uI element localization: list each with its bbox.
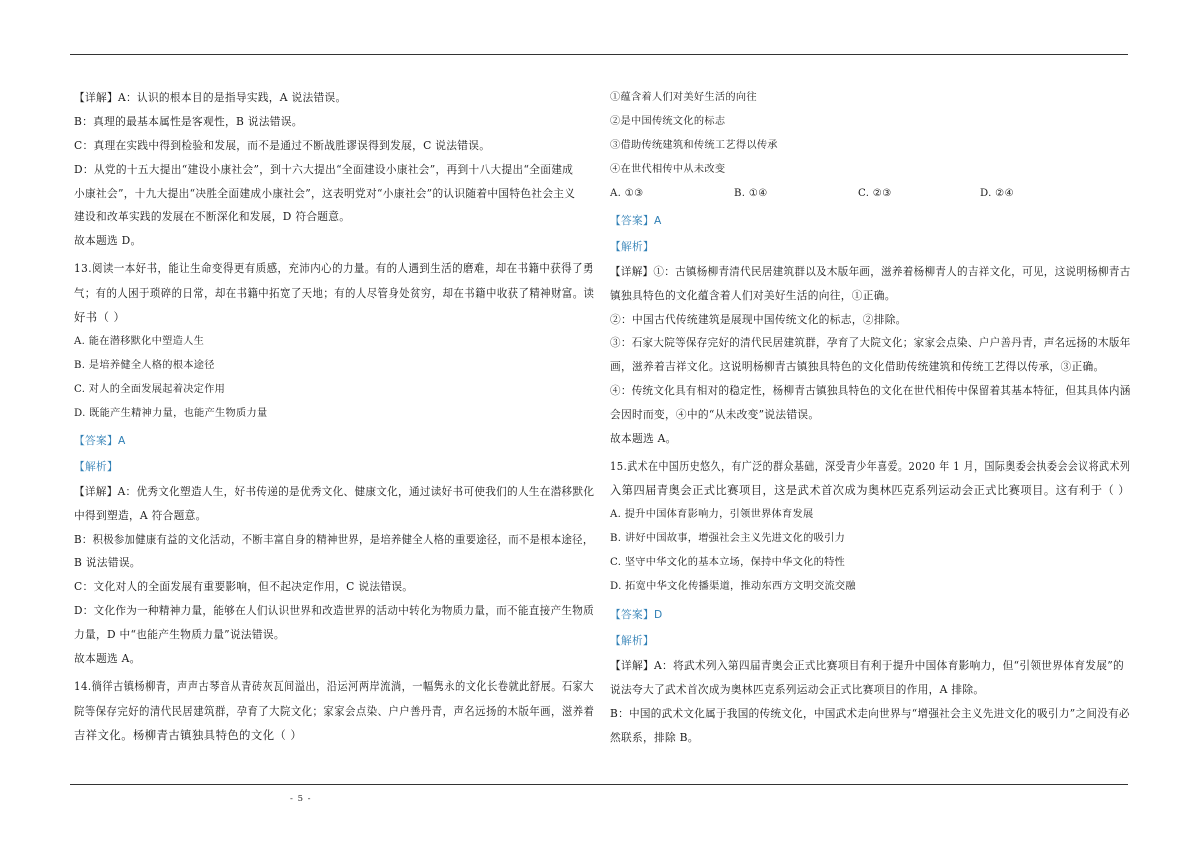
q14-option-a: A. ①③ [610,188,644,199]
q13-stem: 气；有的人困于琐碎的日常，却在书籍中拓宽了天地；有的人尽管身处贫穷，却在书籍中收获了精神财富。读 [74,287,595,300]
q14-stem: 14.徜徉古镇杨柳青，声声古琴音从青砖灰瓦间溢出，沿运河两岸流淌，一幅隽永的文化长卷就此舒展。石家大 [74,680,594,693]
q12-detail-line: B：真理的最基本属性是客观性，B 说法错误。 [74,115,303,128]
header-rule [70,54,1128,55]
page-number: - 5 - [290,794,312,804]
q14-detail-line: 镇独具特色的文化蕴含着人们对美好生活的向往，①正确。 [610,289,896,302]
q14-option-c: C. ②③ [858,188,892,199]
q15-option-a: A. 提升中国体育影响力，引领世界体育发展 [610,509,814,520]
q13-option-c: C. 对人的全面发展起着决定作用 [74,384,226,395]
footer-rule [70,784,1128,785]
q14-statement-1: ①蕴含着人们对美好生活的向往 [610,92,757,103]
q13-option-a: A. 能在潜移默化中塑造人生 [74,336,205,347]
q13-detail-line: C：文化对人的全面发展有重要影响，但不起决定作用，C 说法错误。 [74,580,414,593]
q14-option-b: B. ①④ [734,188,768,199]
q15-analysis-tag: 【解析】 [610,634,654,647]
q14-conclusion: 故本题选 A。 [610,432,677,445]
q15-detail-line: 说法夸大了武术首次成为奥林匹克系列运动会正式比赛项目的作用，A 排除。 [610,683,985,696]
q13-conclusion: 故本题选 A。 [74,652,141,665]
q13-answer-tag: 【答案】A [74,434,126,447]
q15-detail-line: B：中国的武术文化属于我国的传统文化，中国武术走向世界与“增强社会主义先进文化的吸引力”之间没有必 [610,707,1130,720]
q13-detail-line: B：积极参加健康有益的文化活动，不断丰富自身的精神世界，是培养健全人格的重要途径，而不是根本途径， [74,533,594,546]
q15-option-c: C. 坚守中华文化的基本立场，保持中华文化的特性 [610,557,846,568]
q15-stem: 入第四届青奥会正式比赛项目，这是武术首次成为奥林匹克系列运动会正式比赛项目。这有利于（ ） [610,484,1131,497]
q14-option-d: D. ②④ [980,188,1015,199]
q14-detail-line: ③：石家大院等保存完好的清代民居建筑群，孕育了大院文化；家家会点染、户户善丹青，声名远扬的木版年 [610,336,1131,349]
q14-answer-tag: 【答案】A [610,214,662,227]
q15-stem: 15.武术在中国历史悠久，有广泛的群众基础，深受青少年喜爱。2020 年 1 月，国际奥委会执委会会议将武术列 [610,460,1131,473]
q13-option-d: D. 既能产生精神力量，也能产生物质力量 [74,408,268,419]
q13-detail-line: 中得到塑造，A 符合题意。 [74,509,207,522]
q12-detail-line: D：从党的十五大提出“建设小康社会”，到十六大提出“全面建设小康社会”，再到十八大提出“全面建成 [74,163,574,176]
q15-option-b: B. 讲好中国故事，增强社会主义先进文化的吸引力 [610,533,846,544]
q12-detail-line: 建设和改革实践的发展在不断深化和发展，D 符合题意。 [74,210,351,223]
q14-detail-line: 【详解】①：古镇杨柳青清代民居建筑群以及木版年画，滋养着杨柳青人的吉祥文化，可见，这说明杨柳青古 [610,265,1131,278]
q14-statement-4: ④在世代相传中从未改变 [610,164,726,175]
q15-answer-tag: 【答案】D [610,608,663,621]
q13-detail-line: D：文化作为一种精神力量，能够在人们认识世界和改造世界的活动中转化为物质力量，而不能直接产生物质 [74,604,595,617]
q12-detail-line: 【详解】A：认识的根本目的是指导实践，A 说法错误。 [74,91,347,104]
q13-analysis-tag: 【解析】 [74,460,118,473]
q14-detail-line: ④：传统文化具有相对的稳定性，杨柳青古镇独具特色的文化在世代相传中保留着其基本特征，但其具体内涵 [610,384,1131,397]
q13-stem: 13.阅读一本好书，能让生命变得更有质感，充沛内心的力量。有的人遇到生活的磨难，却在书籍中获得了勇 [74,262,594,275]
q13-option-b: B. 是培养健全人格的根本途径 [74,360,215,371]
q12-detail-line: 小康社会”，十九大提出“决胜全面建成小康社会”，这表明党对“小康社会”的认识随着中国特色社会主义 [74,187,576,200]
q13-detail-line: 力量，D 中“也能产生物质力量”说法错误。 [74,628,285,641]
q13-detail-line: 【详解】A：优秀文化塑造人生，好书传递的是优秀文化、健康文化，通过读好书可使我们的人生在潜移默化 [74,485,595,498]
q15-detail-line: 【详解】A：将武术列入第四届青奥会正式比赛项目有利于提升中国体育影响力，但“引领世界体育发展”的 [610,659,1124,672]
q15-option-d: D. 拓宽中华文化传播渠道，推动东西方文明交流交融 [610,581,856,592]
q14-statement-2: ②是中国传统文化的标志 [610,116,726,127]
q14-detail-line: ②：中国古代传统建筑是展现中国传统文化的标志，②排除。 [610,313,907,326]
q14-analysis-tag: 【解析】 [610,240,654,253]
q12-detail-line: C：真理在实践中得到检验和发展，而不是通过不断战胜谬误得到发展，C 说法错误。 [74,139,491,152]
q13-detail-line: B 说法错误。 [74,556,141,569]
q13-stem: 好书（ ） [74,311,126,324]
q14-detail-line: 会因时而变，④中的“从未改变”说法错误。 [610,408,820,421]
q14-stem: 吉祥文化。杨柳青古镇独具特色的文化（ ） [74,729,303,742]
q14-stem: 院等保存完好的清代民居建筑群，孕育了大院文化；家家会点染、户户善丹青，声名远扬的木版年画，滋养着 [74,705,595,718]
q14-statement-3: ③借助传统建筑和传统工艺得以传承 [610,140,778,151]
q12-conclusion: 故本题选 D。 [74,234,142,247]
q15-detail-line: 然联系，排除 B。 [610,731,699,744]
q14-detail-line: 画，滋养着吉祥文化。这说明杨柳青古镇独具特色的文化借助传统建筑和传统工艺得以传承，③正确。 [610,360,1105,373]
